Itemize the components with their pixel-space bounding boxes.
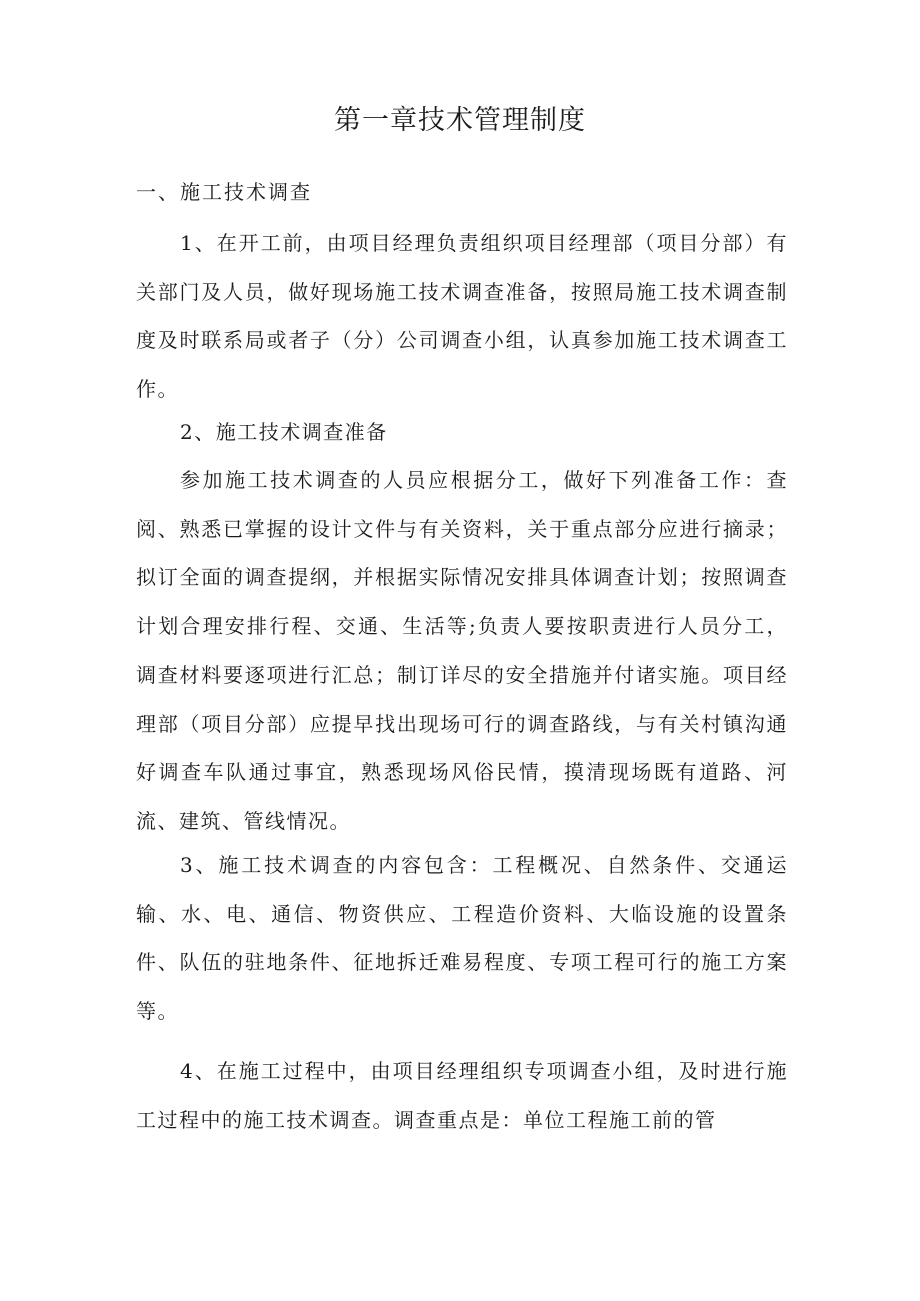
paragraph-4: 4、在施工过程中，由项目经理组织专项调查小组，及时进行施工过程中的施工技术调查。调查重点是：单位工程施工前的管 (136, 1059, 788, 1132)
paragraph-3: 3、施工技术调查的内容包含：工程概况、自然条件、交通运输、水、电、通信、物资供应、工程造价资料、大临设施的设置条件、队伍的驻地条件、征地拆迁难易程度、专项工程可行的施工方案等。 (136, 853, 788, 1024)
paragraph-2-body: 参加施工技术调查的人员应根据分工，做好下列准备工作：查阅、熟悉已掌握的设计文件与有关资料，关于重点部分应进行摘录；拟订全面的调查提纲，并根据实际情况安排具体调查计划；按照调查计划合理安排行程、交通、生活等;负责人要按职责进行人员分工，调查材料要逐项进行汇总；制订详尽的安全措施并付诸实施。项目经理部（项目分部）应提早找出现场可行的调查路线，与有关村镇沟通好调查车队通过事宜，熟悉现场风俗民情，摸清现场既有道路、河流、建筑、管线情况。 (136, 468, 788, 833)
paragraph-1: 1、在开工前，由项目经理负责组织项目经理部（项目分部）有关部门及人员，做好现场施工技术调查准备，按照局施工技术调查制度及时联系局或者子（分）公司调查小组，认真参加施工技术调查工作。 (136, 231, 788, 402)
paragraph-2-heading: 2、施工技术调查准备 (180, 420, 388, 444)
chapter-title: 第一章技术管理制度 (334, 105, 586, 136)
section-heading: 一、施工技术调查 (136, 180, 312, 204)
